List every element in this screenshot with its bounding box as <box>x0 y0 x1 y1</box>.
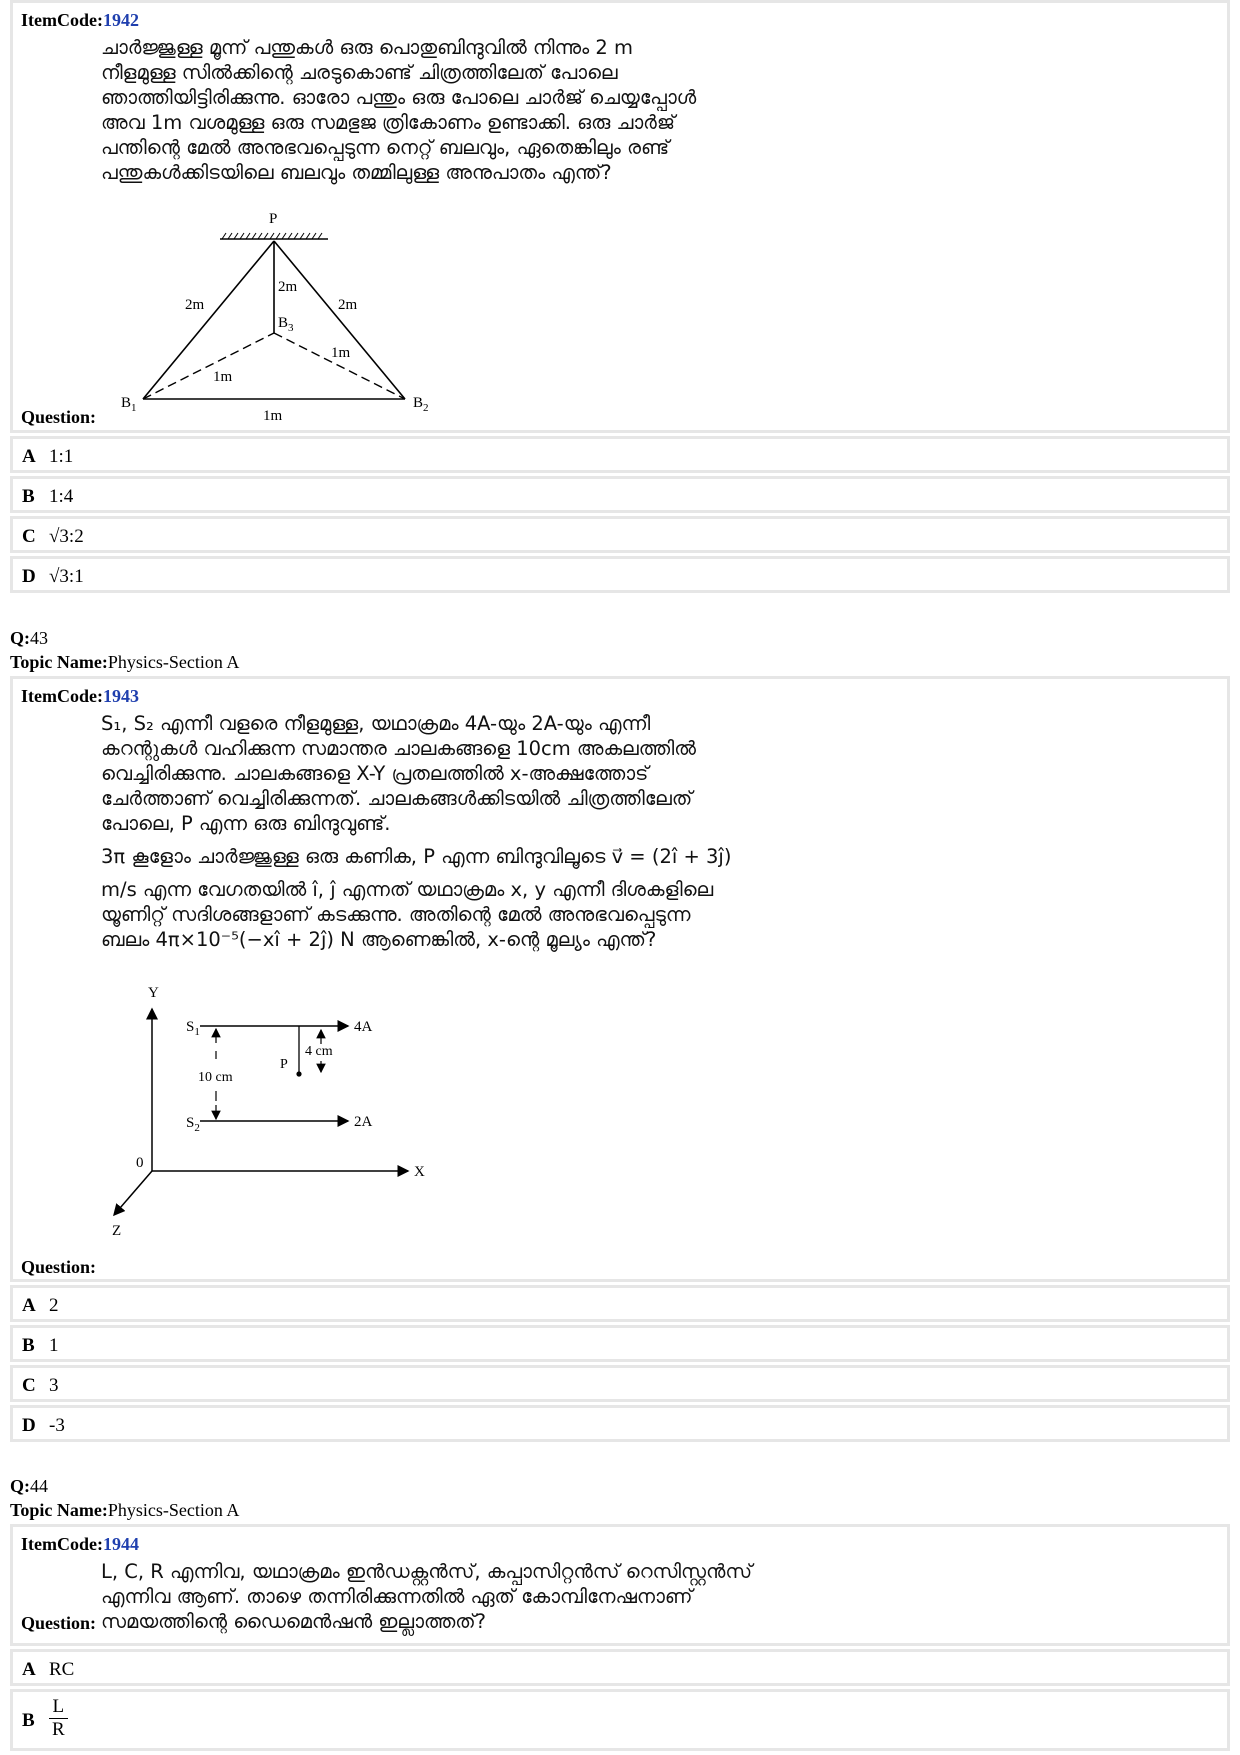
option-letter: A <box>22 1295 36 1316</box>
topic-name <box>10 652 239 673</box>
label-separation: 10 cm <box>198 1070 233 1085</box>
q-prefix: Q: <box>10 1476 30 1496</box>
question-label: Question: <box>21 1613 97 1633</box>
text-line: 3π കൂളോം ചാർജ്ജുള്ള ഒരു കണിക, P എന്ന ബിന്ദുവിലൂടെ v⃗ = (2î + 3ĵ) <box>101 845 732 868</box>
text-line: പന്തിന്റെ മേൽ അനുഭവപ്പെടുന്ന നെറ്റ് ബലവും, ഏതെങ്കിലും രണ്ട് <box>101 136 670 159</box>
item-code-row <box>21 1534 139 1555</box>
label-p: P <box>280 1057 288 1072</box>
option-1943-a[interactable] <box>10 1285 1230 1322</box>
text-line: എന്നിവ ആണ്. താഴെ തന്നിരിക്കുന്നതിൽ ഏത് കോമ്പിനേഷനാണ് <box>101 1585 693 1608</box>
item-code-row <box>21 686 139 707</box>
item-code-label: ItemCode: <box>21 686 103 706</box>
label-s1: $S_1$ <box>186 1019 200 1038</box>
item-code-value: 1943 <box>102 686 139 706</box>
text-line: ചേർത്താണ് വെച്ചിരിക്കുന്നത്. ചാലകങ്ങൾക്കിടയിൽ ചിത്രത്തിലേത് <box>101 787 693 810</box>
option-1943-c[interactable] <box>10 1365 1230 1402</box>
label-string-left: 2m <box>185 297 205 313</box>
option-value: 1 <box>49 1335 59 1356</box>
question-text <box>101 711 921 952</box>
label-current-2: 2A <box>354 1114 373 1130</box>
text-line: ഞാത്തിയിട്ടിരിക്കുന്നു. ഓരോ പന്തും ഒരു പോലെ ചാർജ് ചെയ്യപ്പോൾ <box>101 86 697 109</box>
fraction-numerator: L <box>49 1696 68 1719</box>
item-code-label: ItemCode: <box>21 10 103 30</box>
option-letter: D <box>22 1415 36 1436</box>
question-card-1943 <box>10 676 1230 1282</box>
option-letter: B <box>22 486 35 507</box>
topic-prefix: Topic Name: <box>10 1500 108 1520</box>
question-text <box>101 35 921 185</box>
question-label: Question: <box>21 1257 97 1277</box>
option-value: 1:4 <box>49 486 74 507</box>
text-line: m/s എന്ന വേഗതയിൽ î, ĵ എന്നത് യഥാക്രമം x, y എന്നീ ദിശകളിലെ <box>101 878 714 901</box>
side-b1-b3 <box>143 333 274 399</box>
label-y: Y <box>148 985 159 1001</box>
option-1942-a[interactable] <box>10 436 1230 473</box>
topic-value: Physics-Section A <box>107 652 240 672</box>
label-p-distance: 4 cm <box>305 1044 333 1059</box>
option-letter: C <box>22 526 36 547</box>
text-line: കറന്റുകൾ വഹിക്കുന്ന സമാന്തര ചാലകങ്ങളെ 10cm അകലത്തിൽ <box>101 737 696 760</box>
text-line: സമയത്തിന്റെ ഡൈമെൻഷൻ ഇല്ലാത്തത്? <box>101 1610 486 1633</box>
option-value: 1:1 <box>49 446 74 467</box>
label-string-mid: 2m <box>278 279 298 295</box>
text-line: അവ 1m വശമുള്ള ഒരു സമഭുജ ത്രികോണം ഉണ്ടാക്കി. ഒരു ചാർജ് <box>101 111 675 134</box>
side-b3-b2 <box>274 333 405 399</box>
q-number-value: 43 <box>30 628 48 648</box>
option-value: 2 <box>49 1295 59 1316</box>
text-line: L, C, R എന്നിവ, യഥാക്രമം ഇൻഡക്റ്റൻസ്, കപ്പാസിറ്റൻസ് റെസിസ്റ്റൻസ് <box>101 1560 753 1583</box>
label-x: X <box>414 1164 425 1180</box>
label-s2: $S_2$ <box>186 1115 200 1134</box>
text-line: യൂണിറ്റ് സദിശങ്ങളാണ് കടക്കുന്നു. അതിന്റെ മേൽ അനുഭവപ്പെടുന്ന <box>101 903 691 926</box>
z-axis <box>114 1171 152 1215</box>
question-number <box>10 1476 48 1497</box>
option-value: -3 <box>49 1415 65 1436</box>
label-string-right: 2m <box>338 297 358 313</box>
question-label: Question: <box>21 407 97 427</box>
option-value: √3:2 <box>49 526 84 547</box>
option-letter: C <box>22 1375 36 1396</box>
question-card-1944 <box>10 1524 1230 1646</box>
option-letter: B <box>22 1710 35 1731</box>
text-line: നീളമുള്ള സിൽക്കിന്റെ ചരടുകൊണ്ട് ചിത്രത്തിലേത് പോലെ <box>101 61 618 84</box>
text-line: പോലെ, P എന്ന ഒരു ബിന്ദുവുണ്ട്. <box>101 812 391 835</box>
label-side-right: 1m <box>331 345 351 361</box>
q-number-value: 44 <box>30 1476 48 1496</box>
label-p: P <box>269 211 278 227</box>
label-z: Z <box>112 1223 122 1239</box>
string-right <box>274 241 405 399</box>
label-side-bottom: 1m <box>263 408 283 424</box>
question-text <box>101 1559 921 1634</box>
parallel-conductors-figure <box>108 979 488 1254</box>
option-1942-b[interactable] <box>10 476 1230 513</box>
option-value: √3:1 <box>49 566 84 587</box>
item-code-value: 1942 <box>102 10 139 30</box>
option-1944-b[interactable] <box>10 1689 1230 1751</box>
option-1944-a[interactable] <box>10 1649 1230 1686</box>
option-letter: D <box>22 566 36 587</box>
topic-prefix: Topic Name: <box>10 652 108 672</box>
fraction-denominator: R <box>52 1719 65 1740</box>
item-code-label: ItemCode: <box>21 1534 103 1554</box>
label-origin: 0 <box>136 1155 144 1171</box>
option-1943-d[interactable] <box>10 1405 1230 1442</box>
label-b1: $B_1$ <box>121 395 137 414</box>
point-p <box>296 1071 301 1076</box>
label-side-left: 1m <box>213 369 233 385</box>
label-b2: $B_2$ <box>413 395 429 414</box>
q-prefix: Q: <box>10 628 30 648</box>
option-value: RC <box>49 1659 75 1680</box>
text-line: ബലം 4π×10⁻⁵(−xî + 2ĵ) N ആണെങ്കിൽ, x-ന്റെ മൂല്യം എന്ത്? <box>101 928 657 951</box>
text-line: വെച്ചിരിക്കുന്നു. ചാലകങ്ങളെ X-Y പ്രതലത്തിൽ x-അക്ഷത്തോട് <box>101 762 649 785</box>
question-number <box>10 628 48 649</box>
text-line: പന്തുകൾക്കിടയിലെ ബലവും തമ്മിലുള്ള അനുപാതം എന്ത്? <box>101 161 612 184</box>
option-value <box>49 1696 68 1741</box>
fraction <box>49 1696 68 1741</box>
string-left <box>143 241 274 399</box>
option-letter: A <box>22 446 36 467</box>
item-code-value: 1944 <box>102 1534 139 1554</box>
label-current-1: 4A <box>354 1019 373 1035</box>
topic-value: Physics-Section A <box>107 1500 240 1520</box>
topic-name <box>10 1500 239 1521</box>
text-line: ചാർജ്ജുള്ള മൂന്ന് പന്തുകൾ ഒരു പൊതുബിന്ദുവിൽ നിന്നും 2 m <box>101 36 634 59</box>
option-value: 3 <box>49 1375 59 1396</box>
suspended-charges-figure <box>108 203 448 428</box>
item-code-row <box>21 10 139 31</box>
option-1942-d[interactable] <box>10 556 1230 593</box>
label-b3: $B_3$ <box>278 315 294 334</box>
option-letter: B <box>22 1335 35 1356</box>
question-card-1942 <box>10 0 1230 433</box>
text-line: S₁, S₂ എന്നീ വളരെ നീളമുള്ള, യഥാക്രമം 4A-യും 2A-യും എന്നീ <box>101 712 651 735</box>
option-1942-c[interactable] <box>10 516 1230 553</box>
option-1943-b[interactable] <box>10 1325 1230 1362</box>
option-letter: A <box>22 1659 36 1680</box>
